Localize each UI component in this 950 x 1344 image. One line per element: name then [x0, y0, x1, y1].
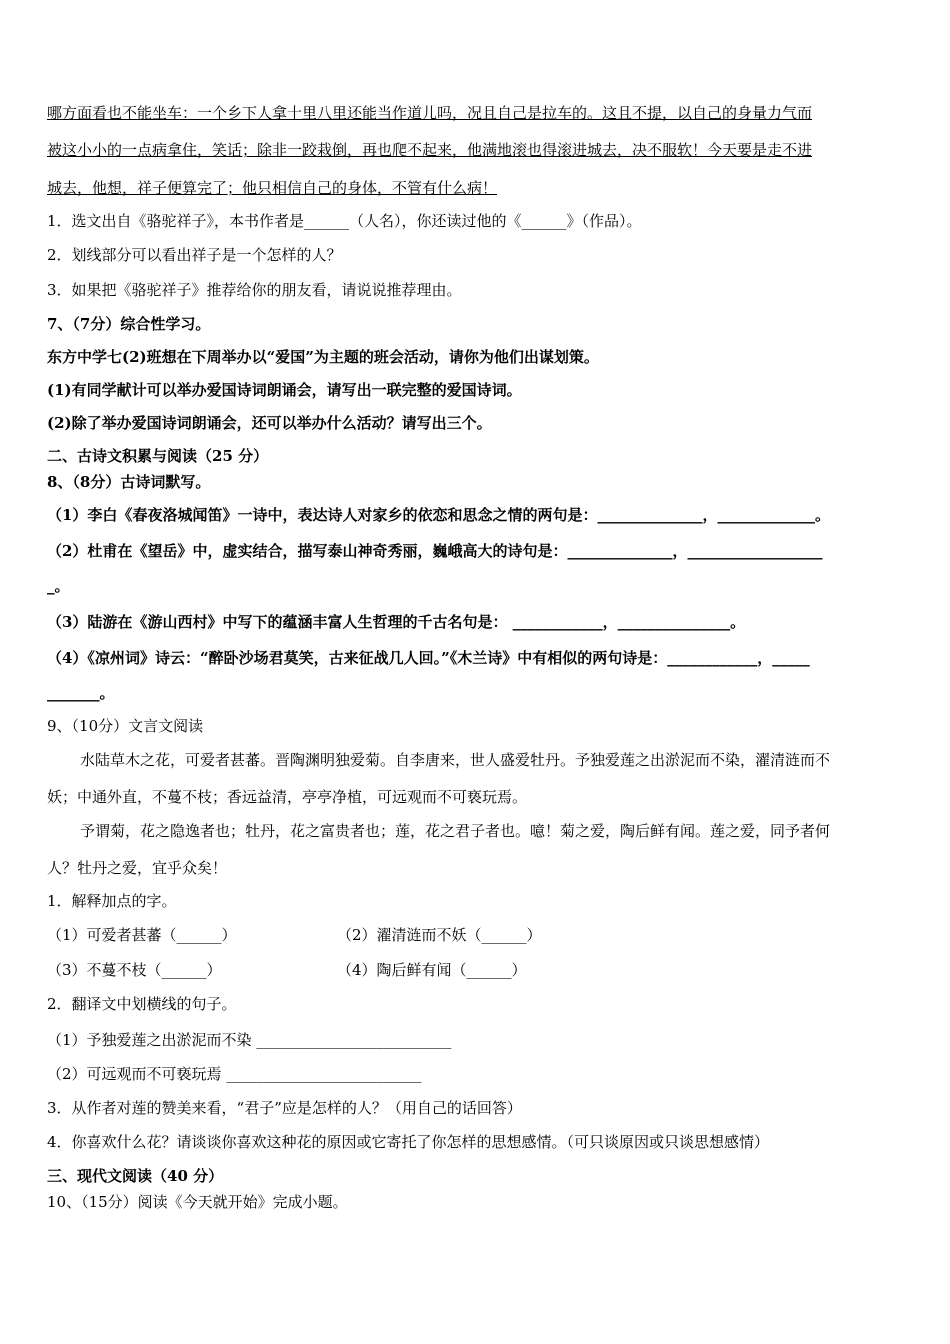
q6-sub2: 2．划线部分可以看出祥子是一个怎样的人？ [47, 246, 342, 264]
q9-sub1-item2: （2）濯清涟而不妖（______） [337, 926, 542, 944]
passage-line-3: 城去，他想，祥子便算完了；他只相信自己的身体，不管有什么病！ [47, 179, 498, 197]
q8-sub3: （3）陆游在《游山西村》中写下的蕴涵丰富人生哲理的千古名句是： ____________，_______________。 [47, 613, 746, 631]
q8-heading: 8、（8分）古诗词默写。 [47, 473, 211, 491]
q9-sub1-item3: （3）不蔓不枝（______） [47, 961, 222, 979]
q8-sub1: （1）李白《春夜洛城闻笛》一诗中，表达诗人对家乡的依恋和思念之情的两句是：______________，_____________。 [47, 506, 830, 524]
q9-sub1-row1 [47, 925, 907, 945]
q6-sub3: 3．如果把《骆驼祥子》推荐给你的朋友看，请说说推荐理由。 [47, 281, 462, 299]
q7-intro: 东方中学七(2)班想在下周举办以“爱国”为主题的班会活动，请你为他们出谋划策。 [47, 348, 599, 366]
q9-paragraph2-line1: 予谓菊，花之隐逸者也；牡丹，花之富贵者也；莲，花之君子者也。噫！菊之爱，陶后鲜有闻。莲之爱，同予者何 [80, 822, 831, 840]
q9-sub1: 1．解释加点的字。 [47, 892, 177, 910]
q9-heading: 9、（10分）文言文阅读 [47, 717, 204, 735]
q9-sub1-item1: （1）可爱者甚蕃（______） [47, 926, 237, 944]
passage-line-2: 被这小小的一点病拿住，笑话；除非一跤栽倒，再也爬不起来，他满地滚也得滚进城去，决不服软！今天要是走不进 [47, 141, 813, 159]
q9-sub4: 4．你喜欢什么花？请谈谈你喜欢这种花的原因或它寄托了你怎样的思想感情。（可只谈原因或只谈思想感情） [47, 1133, 770, 1151]
q9-sub1-row2 [47, 960, 907, 980]
q8-sub4-line2: _______。 [47, 684, 115, 702]
q9-paragraph1-line1: 水陆草木之花，可爱者甚蕃。晋陶渊明独爱菊。自李唐来，世人盛爱牡丹。予独爱莲之出淤泥而不染，濯清涟而不 [80, 751, 831, 769]
q8-sub2-line2: _。 [47, 577, 70, 595]
q9-sub3: 3．从作者对莲的赞美来看，“君子”应是怎样的人？（用自己的话回答） [47, 1099, 522, 1117]
q9-paragraph2-line2: 人？牡丹之爱，宜乎众矣！ [47, 859, 228, 877]
q9-sub2-item2: （2）可远观而不可亵玩焉 __________________________ [47, 1065, 422, 1083]
q8-sub4-line1: （4）《凉州词》诗云：“醉卧沙场君莫笑，古来征战几人回。”《木兰诗》中有相似的两句诗是：____________，_____ [47, 649, 810, 667]
q9-paragraph1-line2: 妖；中通外直，不蔓不枝；香远益清，亭亭净植，可远观而不可亵玩焉。 [47, 788, 528, 806]
q7-heading: 7、（7分）综合性学习。 [47, 315, 211, 333]
q6-sub1: 1．选文出自《骆驼祥子》，本书作者是______（人名），你还读过他的《______》（作品）。 [47, 212, 642, 230]
q7-sub1: (1)有同学献计可以举办爱国诗词朗诵会，请写出一联完整的爱国诗词。 [47, 381, 522, 399]
q9-sub2: 2．翻译文中划横线的句子。 [47, 995, 237, 1013]
q9-sub1-item4: （4）陶后鲜有闻（______） [337, 961, 527, 979]
q10-heading: 10、（15分）阅读《今天就开始》完成小题。 [47, 1193, 348, 1211]
q8-sub2-line1: （2）杜甫在《望岳》中，虚实结合，描写泰山神奇秀丽，巍峨高大的诗句是：______________，__________________ [47, 542, 823, 560]
passage-line-1: 哪方面看也不能坐车：一个乡下人拿十里八里还能当作道儿吗，况且自己是拉车的。这且不提，以自己的身量力气而 [47, 104, 813, 122]
q9-sub2-item1: （1）予独爱莲之出淤泥而不染 __________________________ [47, 1031, 452, 1049]
section-3-title: 三、现代文阅读（40 分） [47, 1167, 224, 1185]
q7-sub2: (2)除了举办爱国诗词朗诵会，还可以举办什么活动？请写出三个。 [47, 414, 492, 432]
section-2-title: 二、古诗文积累与阅读（25 分） [47, 447, 269, 465]
